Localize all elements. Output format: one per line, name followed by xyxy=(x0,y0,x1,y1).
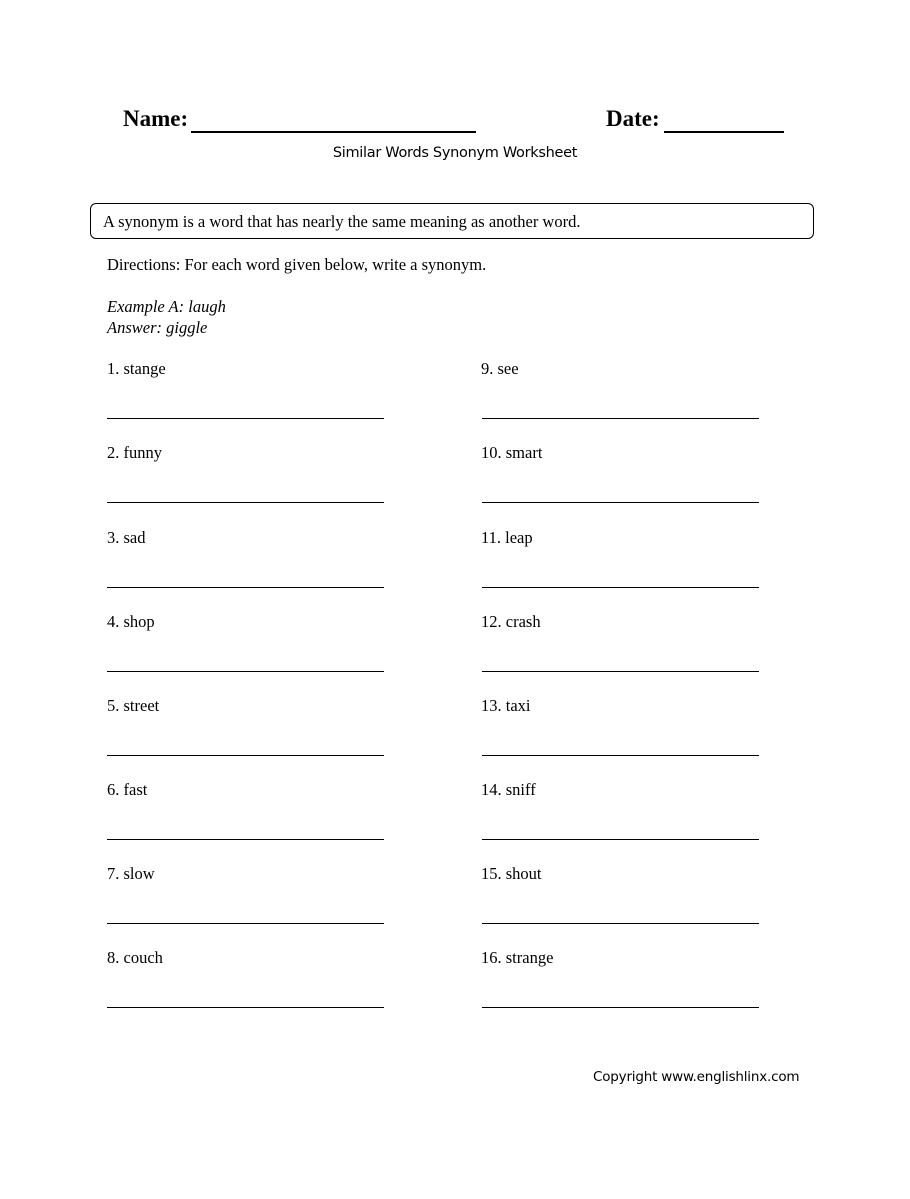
item-label: 13. taxi xyxy=(481,696,531,715)
answer-line[interactable] xyxy=(482,923,759,924)
copyright-text: Copyright www.englishlinx.com xyxy=(593,1069,800,1085)
item-label: 3. sad xyxy=(107,528,146,547)
answer-line[interactable] xyxy=(107,418,384,419)
definition-text: A synonym is a word that has nearly the same meaning as another word. xyxy=(103,212,581,231)
item-label: 12. crash xyxy=(481,612,541,631)
answer-line[interactable] xyxy=(482,1007,759,1008)
answer-line[interactable] xyxy=(107,671,384,672)
example-block xyxy=(107,296,226,338)
definition-box xyxy=(90,203,814,239)
item-label: 5. street xyxy=(107,696,160,715)
item-label: 9. see xyxy=(481,359,519,378)
answer-line[interactable] xyxy=(482,418,759,419)
item-label: 15. shout xyxy=(481,864,542,883)
name-field-line[interactable] xyxy=(191,131,476,133)
answer-line[interactable] xyxy=(107,839,384,840)
example-answer: Answer: giggle xyxy=(107,318,208,337)
worksheet-title: Similar Words Synonym Worksheet xyxy=(332,145,578,161)
answer-line[interactable] xyxy=(107,755,384,756)
answer-line[interactable] xyxy=(482,587,759,588)
date-field-line[interactable] xyxy=(664,131,784,133)
answer-line[interactable] xyxy=(482,755,759,756)
example-question: Example A: laugh xyxy=(107,297,226,316)
item-label: 10. smart xyxy=(481,443,543,462)
item-label: 8. couch xyxy=(107,948,163,967)
answer-line[interactable] xyxy=(107,923,384,924)
name-label: Name: xyxy=(123,106,189,131)
directions-text: Directions: For each word given below, write a synonym. xyxy=(107,255,487,274)
item-label: 4. shop xyxy=(107,612,155,631)
item-label: 6. fast xyxy=(107,780,148,799)
item-label: 2. funny xyxy=(107,443,162,462)
answer-line[interactable] xyxy=(107,1007,384,1008)
date-label: Date: xyxy=(606,106,660,131)
item-label: 14. sniff xyxy=(481,780,536,799)
item-label: 1. stange xyxy=(107,359,166,378)
answer-line[interactable] xyxy=(107,502,384,503)
item-label: 11. leap xyxy=(481,528,533,547)
answer-line[interactable] xyxy=(482,502,759,503)
answer-line[interactable] xyxy=(482,839,759,840)
answer-line[interactable] xyxy=(107,587,384,588)
answer-line[interactable] xyxy=(482,671,759,672)
item-label: 16. strange xyxy=(481,948,554,967)
item-label: 7. slow xyxy=(107,864,155,883)
